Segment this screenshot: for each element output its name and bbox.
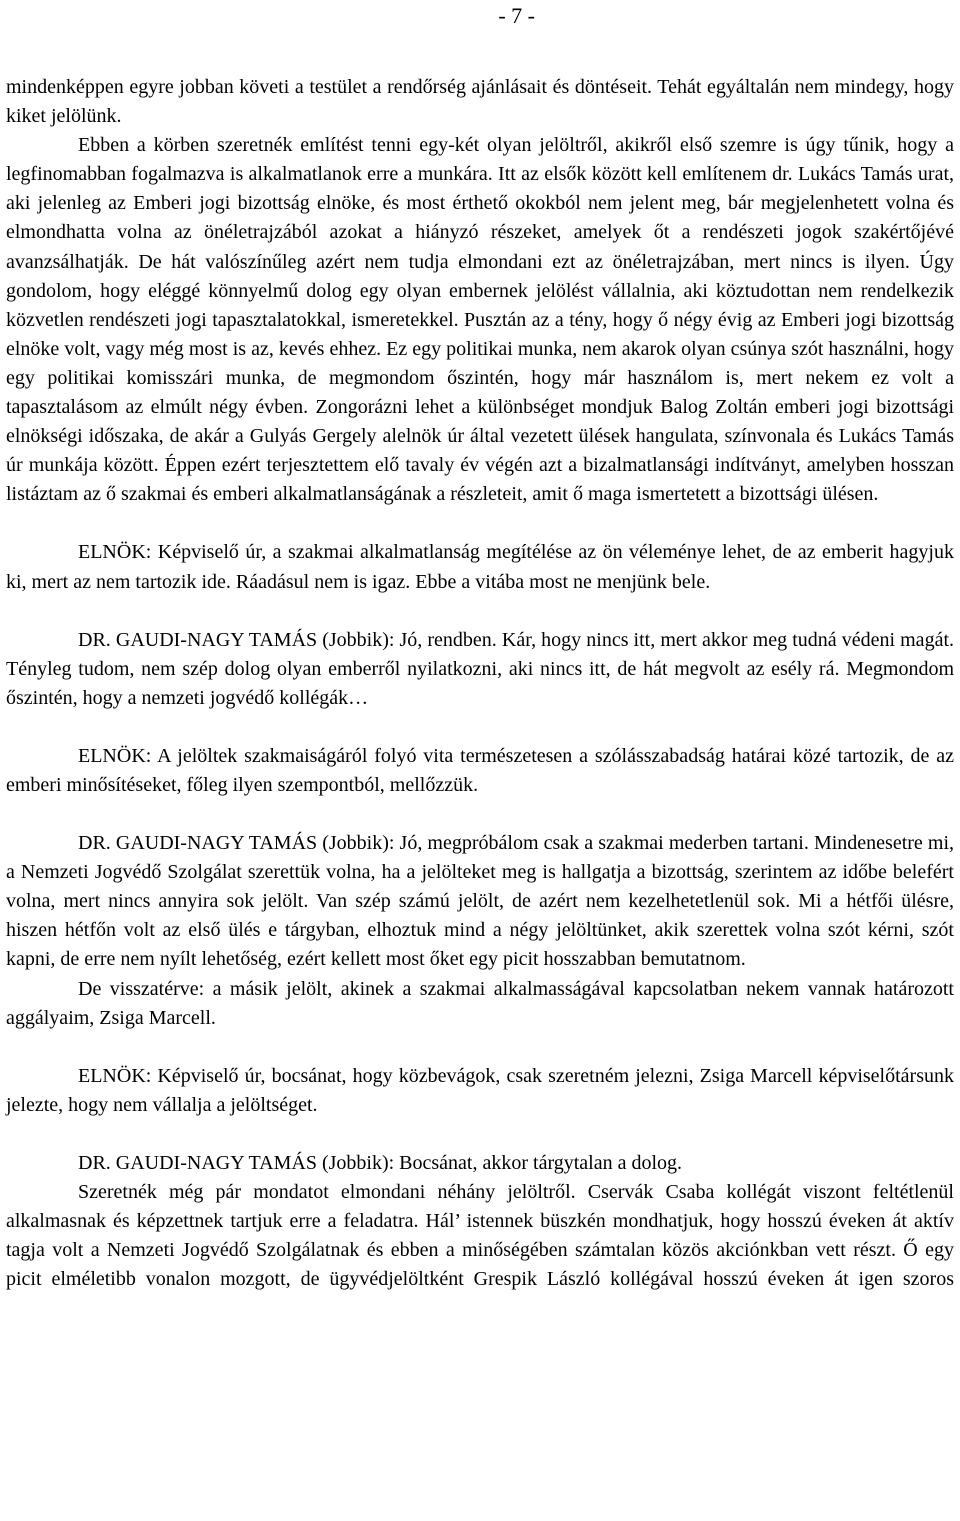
paragraph-gaudi-nagy-reply-1: DR. GAUDI-NAGY TAMÁS (Jobbik): Jó, rendben. Kár, hogy nincs itt, mert akkor meg tudná védeni magát. Tényleg tudom, nem szép dolog olyan emberről nyilatkozni, aki nincs itt, de hát megvolt az esély rá. Megmondom őszintén, hogy a nemzeti jogvédő kollégák…: [6, 628, 954, 709]
paragraph-chair-remark-3: ELNÖK: Képviselő úr, bocsánat, hogy közbevágok, csak szeretném jelezni, Zsiga Marcell képviselőtársunk jelezte, hogy nem vállalja a jelöltséget.: [6, 1064, 954, 1116]
paragraph-chair-remark-2: ELNÖK: A jelöltek szakmaiságáról folyó vita természetesen a szólásszabadság határai közé tartozik, de az emberi minősítéseket, főleg ilyen szempontból, mellőzzük.: [6, 744, 954, 796]
paragraph-gaudi-nagy-reply-3: DR. GAUDI-NAGY TAMÁS (Jobbik): Bocsánat, akkor tárgytalan a dolog.: [78, 1151, 683, 1174]
paragraph-continuation: mindenképpen egyre jobban követi a testület a rendőrség ajánlásait és döntéseit. Tehát egyáltalán nem mindegy, hogy kiket jelölünk.: [6, 76, 954, 128]
paragraph-chair-remark-1: ELNÖK: Képviselő úr, a szakmai alkalmatlanság megítélése az ön véleménye lehet, de az emberit hagyjuk ki, mert az nem tartozik ide. Ráadásul nem is igaz. Ebbe a vitába most ne menjünk bele.: [6, 541, 954, 593]
paragraph-cservak-remarks: Szeretnék még pár mondatot elmondani néhány jelöltről. Cservák Csaba kollégát viszont feltétlenül alkalmasnak és képzettnek tartjuk erre a feladatra. Hál’ istennek büszkén mondhatjuk, hogy hosszú éveken át aktív tagja volt a Nemzeti Jogvédő Szolgálatnak és ebben a minőségében számtalan közös akciónkban vett részt. Ő egy picit elméletibb vonalon mozgott, de ügyvédjelöltként Grespik László kollégával hosszú éveken át igen szoros: [6, 1181, 954, 1291]
paragraph-candidate-lukacs: Ebben a körben szeretnék említést tenni egy-két olyan jelöltről, akikről első szemre is úgy tűnik, hogy a legfinomabban fogalmazva is alkalmatlanok erre a munkára. Itt az elsők között kell említenem dr. Lukács Tamás urat, aki jelenleg az Emberi jogi bizottság elnöke, és most érthető okokból nem jelent meg, bár megjelenhetett volna és elmondhatta volna az önéletrajzából azokat a hiányzó részeket, amelyek őt a rendészeti jogok szakértőjévé avanzsálhatják. De hát valószínűleg azért nem tudja elmondani ezt az önéletrajzában, mert nincs is ilyen. Úgy gondolom, hogy eléggé könnyelmű dolog egy olyan embernek jelölést vállalnia, aki köztudottan nem rendelkezik közvetlen rendészeti jogi tapasztalatokkal, ismeretekkel. Pusztán az a tény, hogy ő négy évig az Emberi jogi bizottság elnöke volt, vagy még most is az, kevés ehhez. Ez egy politikai munka, nem akarok olyan csúnya szót használni, hogy egy politikai komisszári munka, de megmondom őszintén, hogy már használom is, mert nekem ez volt a tapasztalásom az elmúlt négy évben. Zongorázni lehet a különbséget mondjuk Balog Zoltán emberi jogi bizottsági elnökségi időszaka, de akár a Gulyás Gergely alelnök úr által vezetett ülések hangulata, színvonala és Lukács Tamás úr munkája között. Éppen ezért terjesztettem elő tavaly év végén azt a bizalmatlansági indítványt, amelyben hosszan listáztam az ő szakmai és emberi alkalmatlanságának a részleteit, amit ő maga ismertetett a bizottsági ülésen.: [6, 134, 954, 506]
page-number: - 7 -: [498, 3, 535, 28]
paragraph-gaudi-nagy-reply-2: DR. GAUDI-NAGY TAMÁS (Jobbik): Jó, megpróbálom csak a szakmai mederben tartani. Mindenesetre mi, a Nemzeti Jogvédő Szolgálat szerettük volna, ha a jelölteket meg is hallgatja a bizottság, szerintem az időbe belefért volna, mert nincs annyira sok jelölt. Van szép számú jelölt, de azért nem kezelhetetlenül sok. Mi a hétfői ülésre, hiszen hétfőn volt az első ülés e tárgyban, elhoztuk mind a négy jelöltünket, akik szerettek volna szót kérni, szót kapni, de erre nem nyílt lehetőség, ezért kellett most őket egy picit hosszabban bemutatnom.: [6, 832, 954, 971]
paragraph-zsiga-concern: De visszatérve: a másik jelölt, akinek a szakmai alkalmasságával kapcsolatban nekem vannak határozott aggályaim, Zsiga Marcell.: [6, 977, 954, 1029]
document-body: [6, 73, 954, 1294]
